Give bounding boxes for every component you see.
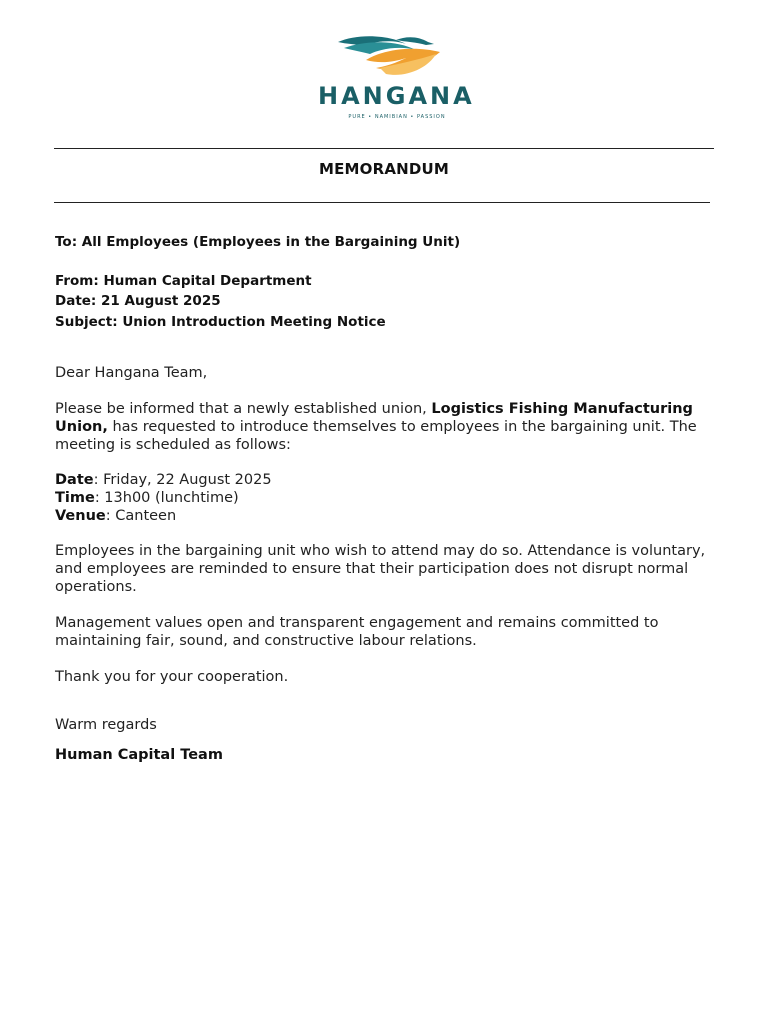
intro-paragraph — [55, 400, 717, 454]
bottom-divider — [54, 202, 710, 203]
signature: Human Capital Team — [55, 747, 223, 763]
top-divider — [54, 148, 714, 149]
logo-tagline: PURE • NAMIBIAN • PASSION — [348, 114, 446, 120]
logo-wordmark: HANGANA — [318, 82, 475, 110]
subject-line: Subject: Union Introduction Meeting Notice — [55, 314, 386, 330]
greeting: Dear Hangana Team, — [55, 365, 208, 381]
memo-title: MEMORANDUM — [318, 160, 450, 178]
date-line: Date: 21 August 2025 — [55, 293, 221, 309]
schedule-time: Time: 13h00 (lunchtime) — [55, 490, 239, 506]
company-logo — [318, 34, 475, 124]
management-paragraph: Management values open and transparent engagement and remains committed to maintaining fair, sound, and constructive labour relations. — [55, 615, 659, 649]
union-name: Logistics Fishing Manufacturing — [431, 401, 693, 417]
schedule-block — [55, 471, 717, 525]
intro-text: Please be informed that a newly established union, — [55, 401, 432, 417]
bird-logo-icon — [336, 34, 446, 82]
closing-line: Warm regards — [55, 717, 157, 733]
attendance-paragraph: Employees in the bargaining unit who wish to attend may do so. Attendance is voluntary, and employees are reminded to ensure that their participation does not disrupt normal operations. — [55, 543, 706, 595]
union-name-end: Union, — [55, 419, 108, 435]
schedule-date: Date: Friday, 22 August 2025 — [55, 472, 272, 488]
intro-text-end: meeting is scheduled as follows: — [55, 437, 291, 453]
from-line: From: Human Capital Department — [55, 273, 312, 289]
thanks-line: Thank you for your cooperation. — [55, 669, 289, 685]
to-line: To: All Employees (Employees in the Bargaining Unit) — [55, 234, 461, 250]
schedule-venue: Venue: Canteen — [55, 508, 177, 524]
intro-text-cont: has requested to introduce themselves to employees in the bargaining unit. The — [107, 419, 697, 435]
